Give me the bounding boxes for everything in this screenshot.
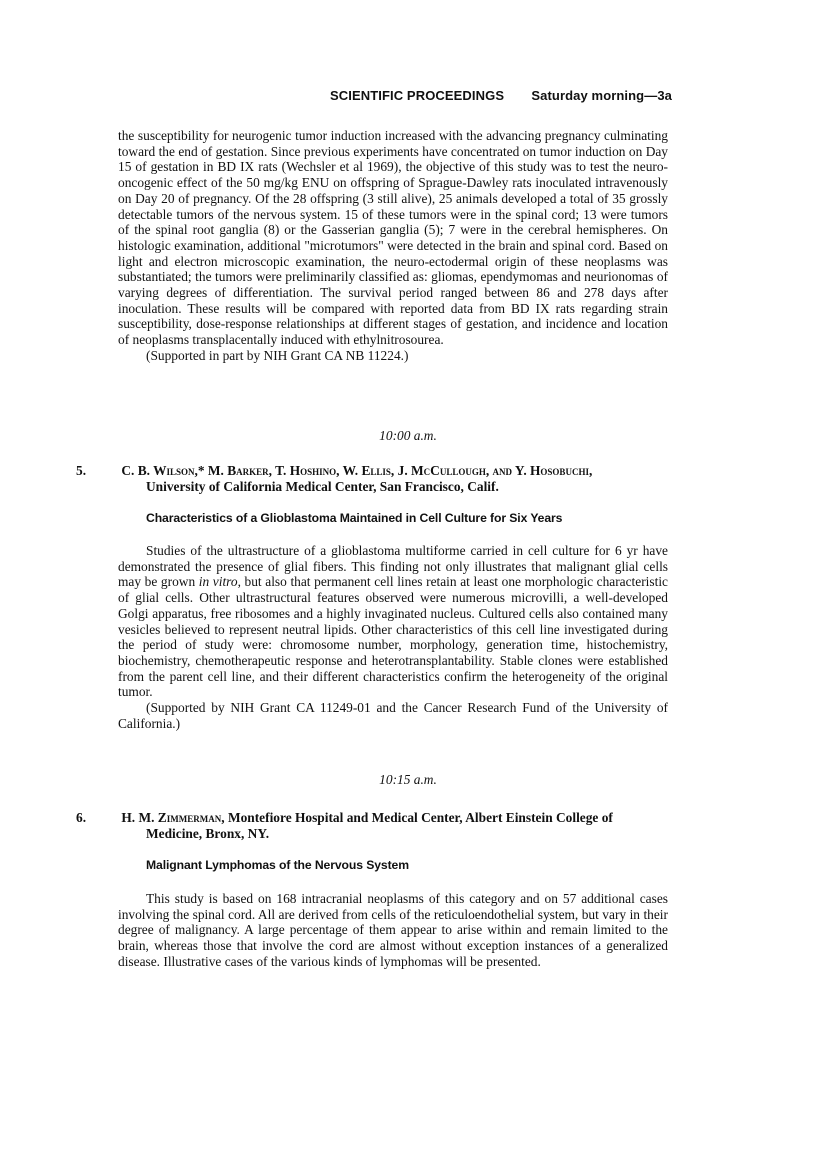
abstract-6-affiliation-line1: Montefiore Hospital and Medical Center, Albert Einstein College of [227, 810, 613, 825]
abstract-6-authors-block [76, 810, 668, 841]
session-label: Saturday morning—3a [531, 88, 672, 103]
running-head [330, 88, 672, 103]
continued-paragraph: the susceptibility for neurogenic tumor induction increased with the advancing pregnancy culminating toward the end of gestation. Since previous experiments have concentrated on tumor induction on Day 15 of gestation in BD IX rats (Wechsler et al 1969), the objective of this study was to test the neuro-oncogenic effect of the 50 mg/kg ENU on offspring of Sprague-Dawley rats inoculated intravenously on Day 20 of pregnancy. Of the 28 offspring (3 still alive), 25 animals developed a total of 35 grossly detectable tumors of the nervous system. 15 of these tumors were in the spinal cord; 13 were tumors of the spinal root ganglia (8) or the Gasserian ganglia (5); 7 were in the cerebral hemispheres. On histologic examination, additional "microtumors" were detected in the brain and spinal cord. Based on light and electron microscopic examination, the neuro-ectodermal origin of these neoplasms was substantiated; the tumors were preliminarily classified as: gliomas, ependymomas and neurionomas of varying degrees of differentiation. The survival period ranged between 86 and 278 days after inoculation. These results will be compared with reported data from BD IX rats regarding strain susceptibility, dose-response relationships at different stages of gestation, and incidence and location of neoplasms transplacentally induced with ethylnitrosourea. [118, 128, 668, 348]
abstract-6-affiliation-line2: Medicine, Bronx, NY. [146, 825, 270, 841]
session-time-1015: 10:15 a.m. [379, 772, 437, 787]
session-time-1000: 10:00 a.m. [379, 428, 437, 443]
abstract-6-title: Malignant Lymphomas of the Nervous System [146, 858, 409, 872]
continued-abstract [118, 128, 668, 364]
section-title: SCIENTIFIC PROCEEDINGS [330, 88, 505, 103]
abstract-6-authors: H. M. Zimmerman, [121, 810, 225, 825]
continued-support-note: (Supported in part by NIH Grant CA NB 11224.) [146, 347, 409, 363]
abstract-5-affiliation: University of California Medical Center, San Francisco, Calif. [146, 478, 499, 494]
abstract-5-support-note: (Supported by NIH Grant CA 11249-01 and the Cancer Research Fund of the University of California.) [118, 700, 668, 731]
abstract-6-body [118, 891, 668, 970]
abstract-5-authors-block [76, 463, 668, 494]
abstract-5-title: Characteristics of a Glioblastoma Maintained in Cell Culture for Six Years [146, 511, 563, 525]
abstract-5-body [118, 543, 668, 731]
abstract-6-number: 6. [76, 810, 87, 825]
abstract-5-authors: C. B. Wilson,* M. Barker, T. Hoshino, W. Ellis, J. McCullough, and Y. Hosobuchi, [121, 463, 593, 478]
abstract-6-paragraph: This study is based on 168 intracranial neoplasms of this category and on 57 additional cases involving the spinal cord. All are derived from cells of the reticuloendothelial system, but vary in their degree of malignancy. A large percentage of them appear to arise within and remain limited to the brain, whereas those that involve the cord are almost without exception instances of a generalized disease. Illustrative cases of the various kinds of lymphomas will be presented. [118, 891, 668, 969]
abstract-5-paragraph [118, 543, 668, 700]
abstract-5-text-b: , but also that permanent cell lines retain at least one morphologic characteristic of glial cells. Other ultrastructural features observed were numerous microvilli, a well-developed Golgi apparatus, free ribosomes and a highly invaginated nucleus. Cultured cells also contained many vesicles believed to represent neutral lipids. Other characteristics of this cell line investigated during the period of study were: chromosome number, morphology, generation time, histochemistry, biochemistry, chemotherapeutic response and heterotransplantability. Stable clones were established from the parent cell line, and their different characteristics confirm the heterogeneity of the original tumor. [118, 574, 668, 700]
abstract-5-text-a: Studies of the ultrastructure of a glioblastoma multiforme carried in cell culture for 6 yr have demonstrated the presence of glial fibers. This finding not only illustrates that malignant glial cells may be grown [118, 543, 668, 590]
abstract-5-number: 5. [76, 463, 87, 478]
abstract-5-italic: in vitro [198, 574, 238, 590]
